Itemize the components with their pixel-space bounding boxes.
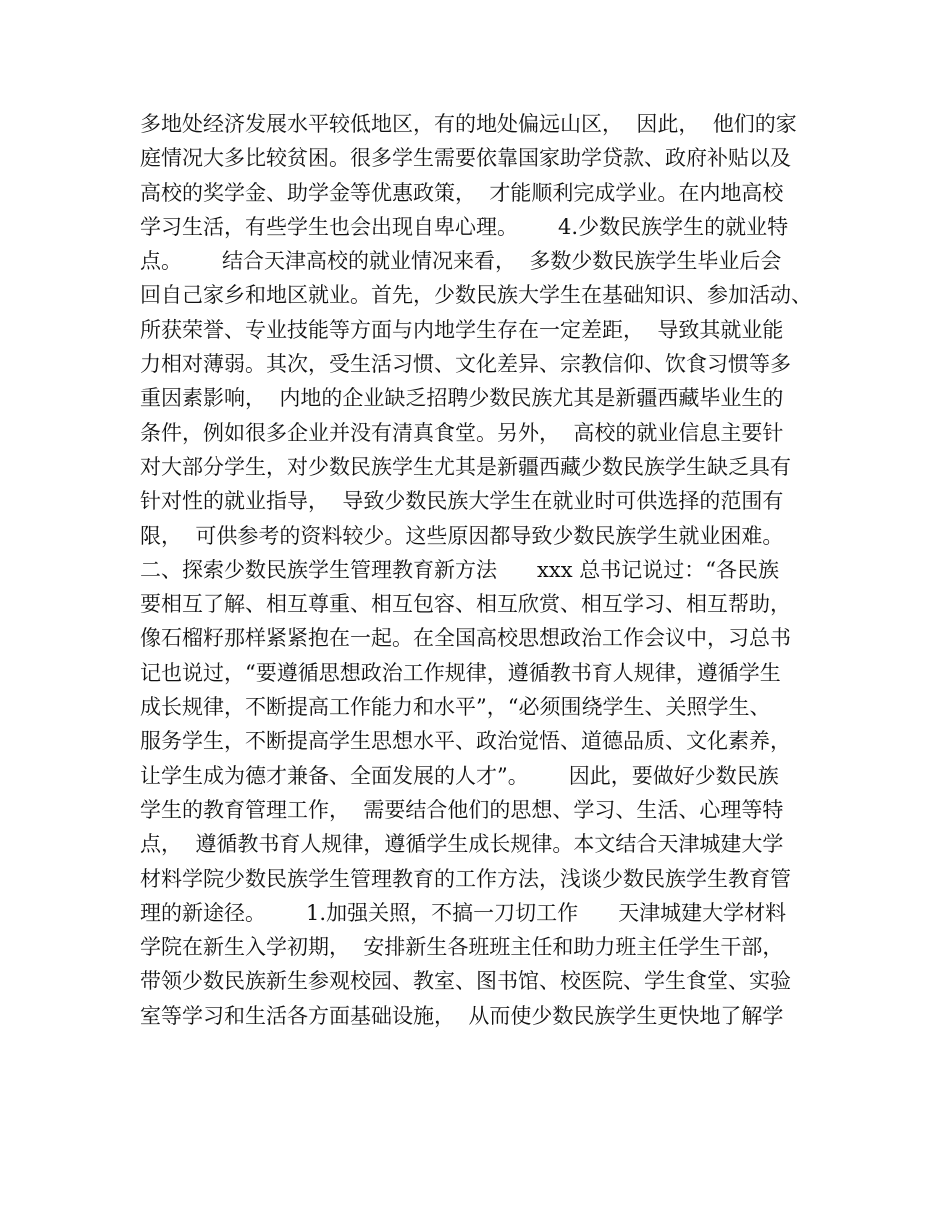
text-line: 记也说过，“要遵循思想政治工作规律，遵循教书育人规律，遵循学生 [140, 660, 781, 685]
text-line: 带领少数民族新生参观校园、教室、图书馆、校医院、学生食堂、实验 [140, 969, 791, 994]
text-line: 学生的教育管理工作， 需要结合他们的思想、学习、生活、心理等特 [140, 797, 784, 822]
text-line: 庭情况大多比较贫困。很多学生需要依靠国家助学贷款、政府补贴以及 [140, 146, 791, 171]
text-line: 高校的奖学金、助学金等优惠政策， 才能顺利完成学业。在内地高校 [140, 180, 784, 205]
text-line: 学院在新生入学初期， 安排新生各班班主任和助力班主任学生干部， [140, 935, 784, 960]
text-line: 成长规律，不断提高工作能力和水平”，“必须围绕学生、关照学生、 [140, 695, 771, 720]
text-line: 限， 可供参考的资料较少。这些原因都导致少数民族学生就业困难。 [140, 523, 784, 548]
text-line: 要相互了解、相互尊重、相互包容、相互欣赏、相互学习、相互帮助， [140, 592, 791, 617]
text-line: 点， 遵循教书育人规律，遵循学生成长规律。本文结合天津城建大学 [140, 832, 784, 857]
text-line: 点。 结合天津高校的就业情况来看， 多数少数民族学生毕业后会 [140, 249, 782, 274]
text-line: 二、探索少数民族学生管理教育新方法 xxx 总书记说过：“各民族 [140, 557, 779, 582]
text-line: 服务学生，不断提高学生思想水平、政治觉悟、道德品质、文化素养， [140, 729, 791, 754]
text-line: 理的新途径。 1.加强关照，不搞一刀切工作 天津城建大学材料 [140, 900, 787, 925]
text-line: 学习生活，有些学生也会出现自卑心理。 4.少数民族学生的就业特 [140, 214, 789, 239]
text-line: 所获荣誉、专业技能等方面与内地学生存在一定差距， 导致其就业能 [140, 317, 784, 342]
text-line: 多地处经济发展水平较低地区，有的地处偏远山区， 因此， 他们的家 [140, 112, 797, 136]
text-line: 让学生成为德才兼备、全面发展的人才”。 因此，要做好少数民族 [140, 763, 779, 788]
text-line: 针对性的就业指导， 导致少数民族大学生在就业时可供选择的范围有 [140, 489, 784, 514]
text-line: 对大部分学生，对少数民族学生尤其是新疆西藏少数民族学生缺乏具有 [140, 454, 791, 479]
text-line: 回自己家乡和地区就业。首先，少数民族大学生在基础知识、参加活动、 [140, 283, 812, 308]
text-line: 材料学院少数民族学生管理教育的工作方法，浅谈少数民族学生教育管 [140, 866, 791, 891]
text-line: 像石榴籽那样紧紧抱在一起。在全国高校思想政治工作会议中，习总书 [140, 626, 791, 651]
text-line: 室等学习和生活各方面基础设施， 从而使少数民族学生更快地了解学 [140, 1003, 784, 1028]
text-line: 重因素影响， 内地的企业缺乏招聘少数民族尤其是新疆西藏毕业生的 [140, 386, 784, 411]
text-line: 条件，例如很多企业并没有清真食堂。另外， 高校的就业信息主要针 [140, 420, 784, 445]
text-line: 力相对薄弱。其次，受生活习惯、文化差异、宗教信仰、饮食习惯等多 [140, 352, 791, 377]
body-text [140, 107, 830, 1033]
